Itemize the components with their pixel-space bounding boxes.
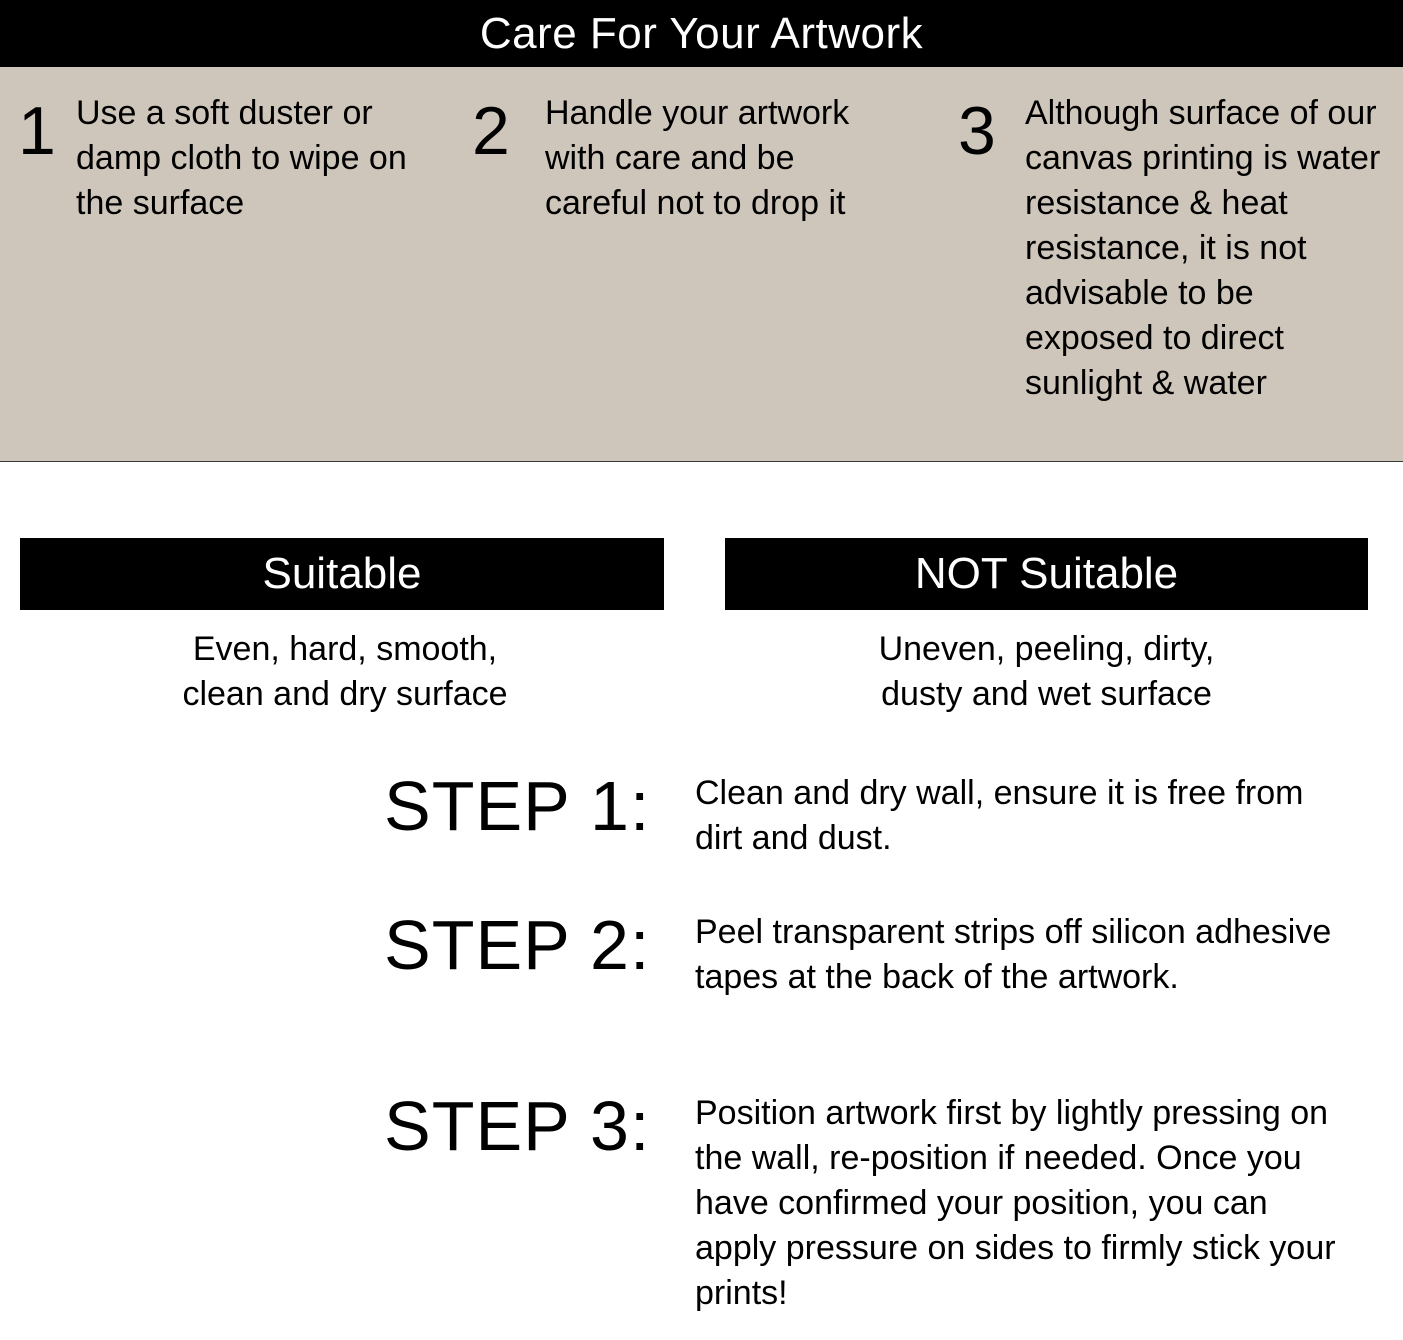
- not-suitable-line-2: dusty and wet surface: [881, 675, 1212, 713]
- suitable-description: [20, 627, 670, 717]
- step-1-label: STEP 1:: [384, 767, 651, 845]
- care-item-2-number: 2: [472, 93, 510, 169]
- care-item-1-text: Use a soft duster or damp cloth to wipe on the surface: [76, 94, 407, 222]
- step-3-text: Position artwork first by lightly pressing on the wall, re-position if needed. Once you have confirmed your position, you can apply pressure on sides to firmly stick your prints!: [695, 1094, 1336, 1312]
- step-3-label: STEP 3:: [384, 1087, 651, 1165]
- suitable-heading: Suitable: [20, 538, 664, 610]
- suitable-line-2: clean and dry surface: [182, 675, 508, 713]
- suitable-line-1: Even, hard, smooth,: [192, 630, 498, 668]
- care-instructions-panel: [0, 67, 1403, 462]
- page-title: Care For Your Artwork: [0, 0, 1403, 67]
- not-suitable-line-1: Uneven, peeling, dirty,: [878, 630, 1215, 668]
- not-suitable-heading: NOT Suitable: [725, 538, 1368, 610]
- care-item-1-number: 1: [18, 93, 56, 169]
- step-2-label: STEP 2:: [384, 906, 651, 984]
- care-item-2-text: Handle your artwork with care and be careful not to drop it: [545, 94, 850, 222]
- care-item-3-text: Although surface of our canvas printing is water resistance & heat resistance, it is not advisable to be exposed to direct sunlight & water: [1025, 94, 1381, 402]
- step-2-text: Peel transparent strips off silicon adhesive tapes at the back of the artwork.: [695, 913, 1332, 996]
- care-item-3-number: 3: [958, 93, 996, 169]
- step-1-text: Clean and dry wall, ensure it is free from dirt and dust.: [695, 774, 1304, 857]
- not-suitable-description: [725, 627, 1368, 717]
